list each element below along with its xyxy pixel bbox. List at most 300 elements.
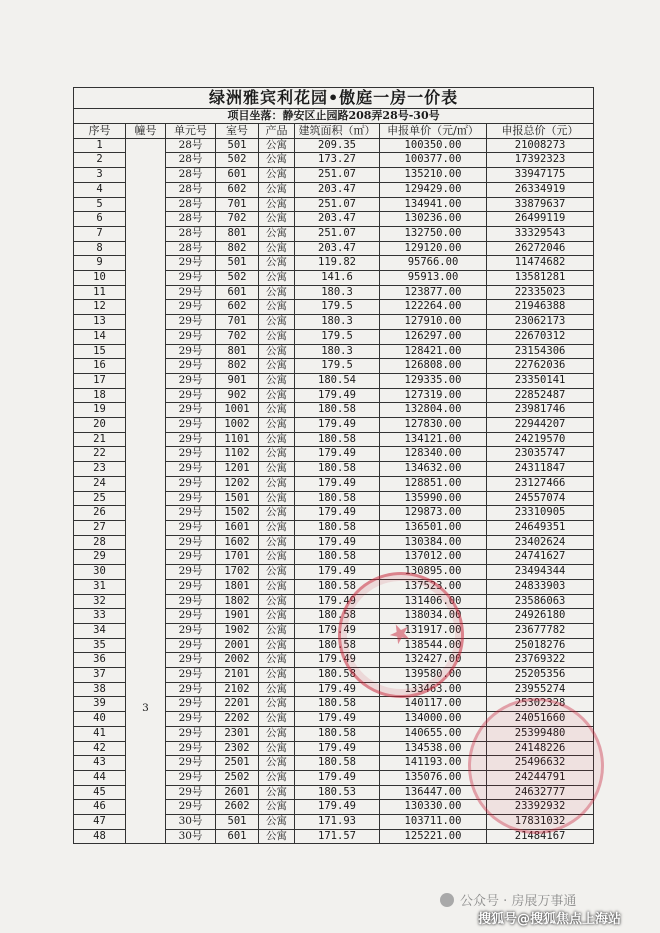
row-total-price: 25496632: [487, 756, 594, 771]
row-unit-price: 128851.00: [380, 476, 487, 491]
row-total-price: 23955274: [487, 682, 594, 697]
row-unit-price: 136447.00: [380, 785, 487, 800]
table-body: [74, 138, 594, 844]
row-unit-price: 127830.00: [380, 418, 487, 433]
row-unit-price: 132427.00: [380, 653, 487, 668]
row-index: 45: [74, 785, 126, 800]
price-table: [73, 87, 594, 844]
row-unit-price: 128421.00: [380, 344, 487, 359]
row-area: 179.49: [295, 712, 380, 727]
row-total-price: 33947175: [487, 168, 594, 183]
row-unit-price: 136501.00: [380, 520, 487, 535]
row-unit: 29号: [166, 756, 216, 771]
row-room: 1902: [216, 623, 259, 638]
row-area: 180.58: [295, 609, 380, 624]
row-room: 601: [216, 285, 259, 300]
row-area: 180.54: [295, 373, 380, 388]
row-area: 179.49: [295, 682, 380, 697]
row-area: 180.58: [295, 726, 380, 741]
row-area: 180.58: [295, 668, 380, 683]
row-unit-price: 130330.00: [380, 800, 487, 815]
row-index: 34: [74, 623, 126, 638]
row-unit-price: 131406.00: [380, 594, 487, 609]
row-unit-price: 129429.00: [380, 182, 487, 197]
row-index: 46: [74, 800, 126, 815]
row-unit: 29号: [166, 638, 216, 653]
row-room: 2201: [216, 697, 259, 712]
row-unit: 29号: [166, 256, 216, 271]
row-area: 180.58: [295, 520, 380, 535]
row-index: 29: [74, 550, 126, 565]
row-product: 公寓: [259, 447, 295, 462]
row-index: 41: [74, 726, 126, 741]
row-product: 公寓: [259, 638, 295, 653]
row-product: 公寓: [259, 550, 295, 565]
row-room: 702: [216, 329, 259, 344]
row-unit-price: 95913.00: [380, 271, 487, 286]
row-area: 179.49: [295, 653, 380, 668]
row-area: 180.53: [295, 785, 380, 800]
row-unit: 29号: [166, 550, 216, 565]
row-index: 28: [74, 535, 126, 550]
row-room: 1702: [216, 565, 259, 580]
row-room: 1202: [216, 476, 259, 491]
row-room: 1502: [216, 506, 259, 521]
row-room: 601: [216, 829, 259, 844]
row-unit-price: 132804.00: [380, 403, 487, 418]
row-product: 公寓: [259, 770, 295, 785]
row-room: 801: [216, 226, 259, 241]
row-product: 公寓: [259, 815, 295, 830]
row-unit: 28号: [166, 138, 216, 153]
row-total-price: 17831032: [487, 815, 594, 830]
row-unit: 29号: [166, 579, 216, 594]
row-index: 14: [74, 329, 126, 344]
row-area: 171.93: [295, 815, 380, 830]
price-table-sheet: [73, 87, 593, 844]
row-unit: 30号: [166, 815, 216, 830]
row-unit-price: 127910.00: [380, 315, 487, 330]
row-area: 180.58: [295, 697, 380, 712]
row-unit: 29号: [166, 373, 216, 388]
row-index: 24: [74, 476, 126, 491]
row-total-price: 22852487: [487, 388, 594, 403]
row-room: 2101: [216, 668, 259, 683]
row-unit: 29号: [166, 535, 216, 550]
row-product: 公寓: [259, 712, 295, 727]
row-unit-price: 123877.00: [380, 285, 487, 300]
row-area: 179.49: [295, 388, 380, 403]
row-index: 20: [74, 418, 126, 433]
building-number: [126, 138, 166, 844]
row-room: 502: [216, 271, 259, 286]
row-unit-price: 129120.00: [380, 241, 487, 256]
row-unit-price: 134538.00: [380, 741, 487, 756]
row-room: 802: [216, 359, 259, 374]
row-unit-price: 141193.00: [380, 756, 487, 771]
row-unit-price: 135210.00: [380, 168, 487, 183]
row-room: 501: [216, 138, 259, 153]
row-product: 公寓: [259, 697, 295, 712]
row-product: 公寓: [259, 432, 295, 447]
row-room: 1001: [216, 403, 259, 418]
row-total-price: 23586063: [487, 594, 594, 609]
row-index: 44: [74, 770, 126, 785]
row-index: 12: [74, 300, 126, 315]
row-unit-price: 125221.00: [380, 829, 487, 844]
row-index: 32: [74, 594, 126, 609]
row-area: 179.49: [295, 418, 380, 433]
row-unit-price: 139580.00: [380, 668, 487, 683]
row-room: 2601: [216, 785, 259, 800]
row-area: 179.49: [295, 447, 380, 462]
row-product: 公寓: [259, 476, 295, 491]
row-product: 公寓: [259, 756, 295, 771]
row-index: 18: [74, 388, 126, 403]
row-total-price: 24557074: [487, 491, 594, 506]
row-unit: 29号: [166, 300, 216, 315]
row-index: 7: [74, 226, 126, 241]
row-unit: 29号: [166, 403, 216, 418]
row-area: 180.58: [295, 756, 380, 771]
row-unit: 29号: [166, 770, 216, 785]
row-unit: 29号: [166, 594, 216, 609]
row-unit: 29号: [166, 271, 216, 286]
row-total-price: 25399480: [487, 726, 594, 741]
row-product: 公寓: [259, 829, 295, 844]
row-unit: 29号: [166, 741, 216, 756]
row-room: 501: [216, 815, 259, 830]
row-product: 公寓: [259, 653, 295, 668]
row-unit: 29号: [166, 315, 216, 330]
row-product: 公寓: [259, 373, 295, 388]
row-total-price: 24148226: [487, 741, 594, 756]
row-area: 179.49: [295, 535, 380, 550]
row-index: 4: [74, 182, 126, 197]
row-unit-price: 134941.00: [380, 197, 487, 212]
row-total-price: 23981746: [487, 403, 594, 418]
row-index: 11: [74, 285, 126, 300]
row-total-price: 23769322: [487, 653, 594, 668]
row-index: 22: [74, 447, 126, 462]
row-unit-price: 135076.00: [380, 770, 487, 785]
row-total-price: 23035747: [487, 447, 594, 462]
row-area: 180.58: [295, 550, 380, 565]
row-unit: 29号: [166, 329, 216, 344]
row-index: 26: [74, 506, 126, 521]
header-index: 序号: [74, 124, 126, 139]
row-product: 公寓: [259, 226, 295, 241]
row-index: 36: [74, 653, 126, 668]
row-total-price: 22762036: [487, 359, 594, 374]
row-unit-price: 129335.00: [380, 373, 487, 388]
row-index: 43: [74, 756, 126, 771]
row-unit: 30号: [166, 829, 216, 844]
row-unit: 29号: [166, 491, 216, 506]
row-unit-price: 135990.00: [380, 491, 487, 506]
row-unit-price: 140655.00: [380, 726, 487, 741]
row-total-price: 24051660: [487, 712, 594, 727]
row-unit-price: 133463.00: [380, 682, 487, 697]
row-room: 802: [216, 241, 259, 256]
row-unit: 29号: [166, 388, 216, 403]
row-area: 179.5: [295, 359, 380, 374]
row-product: 公寓: [259, 726, 295, 741]
header-room: 室号: [216, 124, 259, 139]
row-product: 公寓: [259, 579, 295, 594]
row-unit-price: 134121.00: [380, 432, 487, 447]
row-product: 公寓: [259, 315, 295, 330]
row-unit-price: 140117.00: [380, 697, 487, 712]
row-product: 公寓: [259, 535, 295, 550]
table-row: [74, 138, 594, 153]
row-room: 801: [216, 344, 259, 359]
row-index: 33: [74, 609, 126, 624]
row-total-price: 24649351: [487, 520, 594, 535]
row-room: 1802: [216, 594, 259, 609]
row-total-price: 22670312: [487, 329, 594, 344]
row-unit: 28号: [166, 226, 216, 241]
watermark-sohu: 搜狐号@搜狐焦点上海站: [478, 912, 622, 927]
row-unit: 28号: [166, 212, 216, 227]
row-total-price: 25302328: [487, 697, 594, 712]
row-unit-price: 100350.00: [380, 138, 487, 153]
row-room: 2502: [216, 770, 259, 785]
row-unit-price: 130236.00: [380, 212, 487, 227]
row-area: 179.49: [295, 623, 380, 638]
row-product: 公寓: [259, 271, 295, 286]
row-product: 公寓: [259, 668, 295, 683]
row-total-price: 26272046: [487, 241, 594, 256]
row-area: 180.58: [295, 579, 380, 594]
row-index: 40: [74, 712, 126, 727]
row-index: 35: [74, 638, 126, 653]
row-room: 2002: [216, 653, 259, 668]
row-room: 602: [216, 300, 259, 315]
row-product: 公寓: [259, 329, 295, 344]
row-unit: 29号: [166, 800, 216, 815]
row-index: 10: [74, 271, 126, 286]
row-product: 公寓: [259, 418, 295, 433]
header-row: [74, 124, 594, 139]
row-unit-price: 126297.00: [380, 329, 487, 344]
row-room: 1102: [216, 447, 259, 462]
header-area: 建筑面积（㎡）: [295, 124, 380, 139]
row-product: 公寓: [259, 520, 295, 535]
row-room: 602: [216, 182, 259, 197]
row-total-price: 23154306: [487, 344, 594, 359]
row-unit-price: 134000.00: [380, 712, 487, 727]
seal-star-icon: ★: [383, 615, 418, 653]
header-unit-price: 申报单价（元/㎡）: [380, 124, 487, 139]
row-area: 171.57: [295, 829, 380, 844]
row-product: 公寓: [259, 344, 295, 359]
row-index: 17: [74, 373, 126, 388]
row-product: 公寓: [259, 594, 295, 609]
row-area: 179.49: [295, 565, 380, 580]
row-index: 5: [74, 197, 126, 212]
row-index: 15: [74, 344, 126, 359]
row-room: 2501: [216, 756, 259, 771]
row-area: 179.49: [295, 594, 380, 609]
row-area: 179.49: [295, 770, 380, 785]
row-product: 公寓: [259, 388, 295, 403]
row-total-price: 17392323: [487, 153, 594, 168]
row-area: 180.58: [295, 638, 380, 653]
row-product: 公寓: [259, 182, 295, 197]
row-unit: 29号: [166, 653, 216, 668]
row-total-price: 21008273: [487, 138, 594, 153]
row-index: 38: [74, 682, 126, 697]
row-total-price: 11474682: [487, 256, 594, 271]
row-unit-price: 138544.00: [380, 638, 487, 653]
row-area: 179.49: [295, 506, 380, 521]
row-total-price: 21946388: [487, 300, 594, 315]
row-unit: 29号: [166, 520, 216, 535]
row-product: 公寓: [259, 565, 295, 580]
row-index: 8: [74, 241, 126, 256]
row-total-price: 33329543: [487, 226, 594, 241]
row-index: 47: [74, 815, 126, 830]
row-index: 23: [74, 462, 126, 477]
row-area: 251.07: [295, 168, 380, 183]
row-unit-price: 138034.00: [380, 609, 487, 624]
row-unit: 28号: [166, 153, 216, 168]
row-unit: 29号: [166, 462, 216, 477]
row-index: 3: [74, 168, 126, 183]
row-product: 公寓: [259, 741, 295, 756]
row-room: 1002: [216, 418, 259, 433]
row-room: 1701: [216, 550, 259, 565]
row-area: 179.5: [295, 329, 380, 344]
row-total-price: 24311847: [487, 462, 594, 477]
row-unit: 29号: [166, 565, 216, 580]
row-area: 180.3: [295, 315, 380, 330]
row-area: 251.07: [295, 226, 380, 241]
row-total-price: 23494344: [487, 565, 594, 580]
row-room: 701: [216, 315, 259, 330]
row-product: 公寓: [259, 609, 295, 624]
row-index: 6: [74, 212, 126, 227]
row-unit: 29号: [166, 609, 216, 624]
row-product: 公寓: [259, 403, 295, 418]
row-total-price: 26334919: [487, 182, 594, 197]
row-unit: 29号: [166, 785, 216, 800]
row-total-price: 24632777: [487, 785, 594, 800]
row-unit-price: 130895.00: [380, 565, 487, 580]
header-unit: 单元号: [166, 124, 216, 139]
row-total-price: 33879637: [487, 197, 594, 212]
row-unit: 29号: [166, 506, 216, 521]
row-room: 1601: [216, 520, 259, 535]
building-number-label: 3: [142, 702, 149, 715]
row-unit-price: 128340.00: [380, 447, 487, 462]
row-total-price: 21484167: [487, 829, 594, 844]
row-unit: 29号: [166, 344, 216, 359]
row-area: 203.47: [295, 241, 380, 256]
row-product: 公寓: [259, 153, 295, 168]
row-product: 公寓: [259, 800, 295, 815]
row-index: 25: [74, 491, 126, 506]
row-unit-price: 131917.00: [380, 623, 487, 638]
header-total-price: 申报总价（元）: [487, 124, 594, 139]
row-product: 公寓: [259, 168, 295, 183]
row-total-price: 23350141: [487, 373, 594, 388]
row-unit-price: 103711.00: [380, 815, 487, 830]
row-unit-price: 126808.00: [380, 359, 487, 374]
row-total-price: 23127466: [487, 476, 594, 491]
row-room: 501: [216, 256, 259, 271]
row-index: 30: [74, 565, 126, 580]
row-total-price: 23392932: [487, 800, 594, 815]
row-unit: 29号: [166, 712, 216, 727]
row-product: 公寓: [259, 212, 295, 227]
row-unit: 29号: [166, 682, 216, 697]
row-index: 42: [74, 741, 126, 756]
row-area: 180.58: [295, 432, 380, 447]
row-room: 702: [216, 212, 259, 227]
row-total-price: 24833903: [487, 579, 594, 594]
row-unit: 29号: [166, 476, 216, 491]
row-unit: 29号: [166, 359, 216, 374]
row-unit-price: 137012.00: [380, 550, 487, 565]
wechat-icon: [440, 893, 454, 907]
header-building: 幢号: [126, 124, 166, 139]
row-total-price: 23677782: [487, 623, 594, 638]
row-unit-price: 132750.00: [380, 226, 487, 241]
row-index: 19: [74, 403, 126, 418]
row-unit: 28号: [166, 241, 216, 256]
row-area: 203.47: [295, 212, 380, 227]
row-total-price: 23402624: [487, 535, 594, 550]
row-product: 公寓: [259, 359, 295, 374]
row-unit-price: 137523.00: [380, 579, 487, 594]
row-product: 公寓: [259, 300, 295, 315]
row-area: 179.49: [295, 741, 380, 756]
row-product: 公寓: [259, 506, 295, 521]
row-room: 1901: [216, 609, 259, 624]
row-unit: 29号: [166, 432, 216, 447]
row-area: 180.58: [295, 462, 380, 477]
row-area: 203.47: [295, 182, 380, 197]
row-unit: 29号: [166, 668, 216, 683]
row-index: 31: [74, 579, 126, 594]
watermark-public-account: 公众号 · 房展万事通: [460, 894, 577, 909]
row-room: 2202: [216, 712, 259, 727]
row-product: 公寓: [259, 241, 295, 256]
row-total-price: 24219570: [487, 432, 594, 447]
row-unit-price: 129873.00: [380, 506, 487, 521]
row-room: 1201: [216, 462, 259, 477]
row-unit-price: 130384.00: [380, 535, 487, 550]
row-product: 公寓: [259, 138, 295, 153]
row-unit: 29号: [166, 285, 216, 300]
row-area: 119.82: [295, 256, 380, 271]
row-room: 902: [216, 388, 259, 403]
row-room: 1602: [216, 535, 259, 550]
row-total-price: 23062173: [487, 315, 594, 330]
row-index: 16: [74, 359, 126, 374]
row-product: 公寓: [259, 785, 295, 800]
row-room: 2602: [216, 800, 259, 815]
row-room: 2302: [216, 741, 259, 756]
row-area: 173.27: [295, 153, 380, 168]
row-area: 179.49: [295, 800, 380, 815]
row-unit-price: 95766.00: [380, 256, 487, 271]
row-total-price: 26499119: [487, 212, 594, 227]
row-unit: 29号: [166, 726, 216, 741]
row-area: 180.58: [295, 491, 380, 506]
